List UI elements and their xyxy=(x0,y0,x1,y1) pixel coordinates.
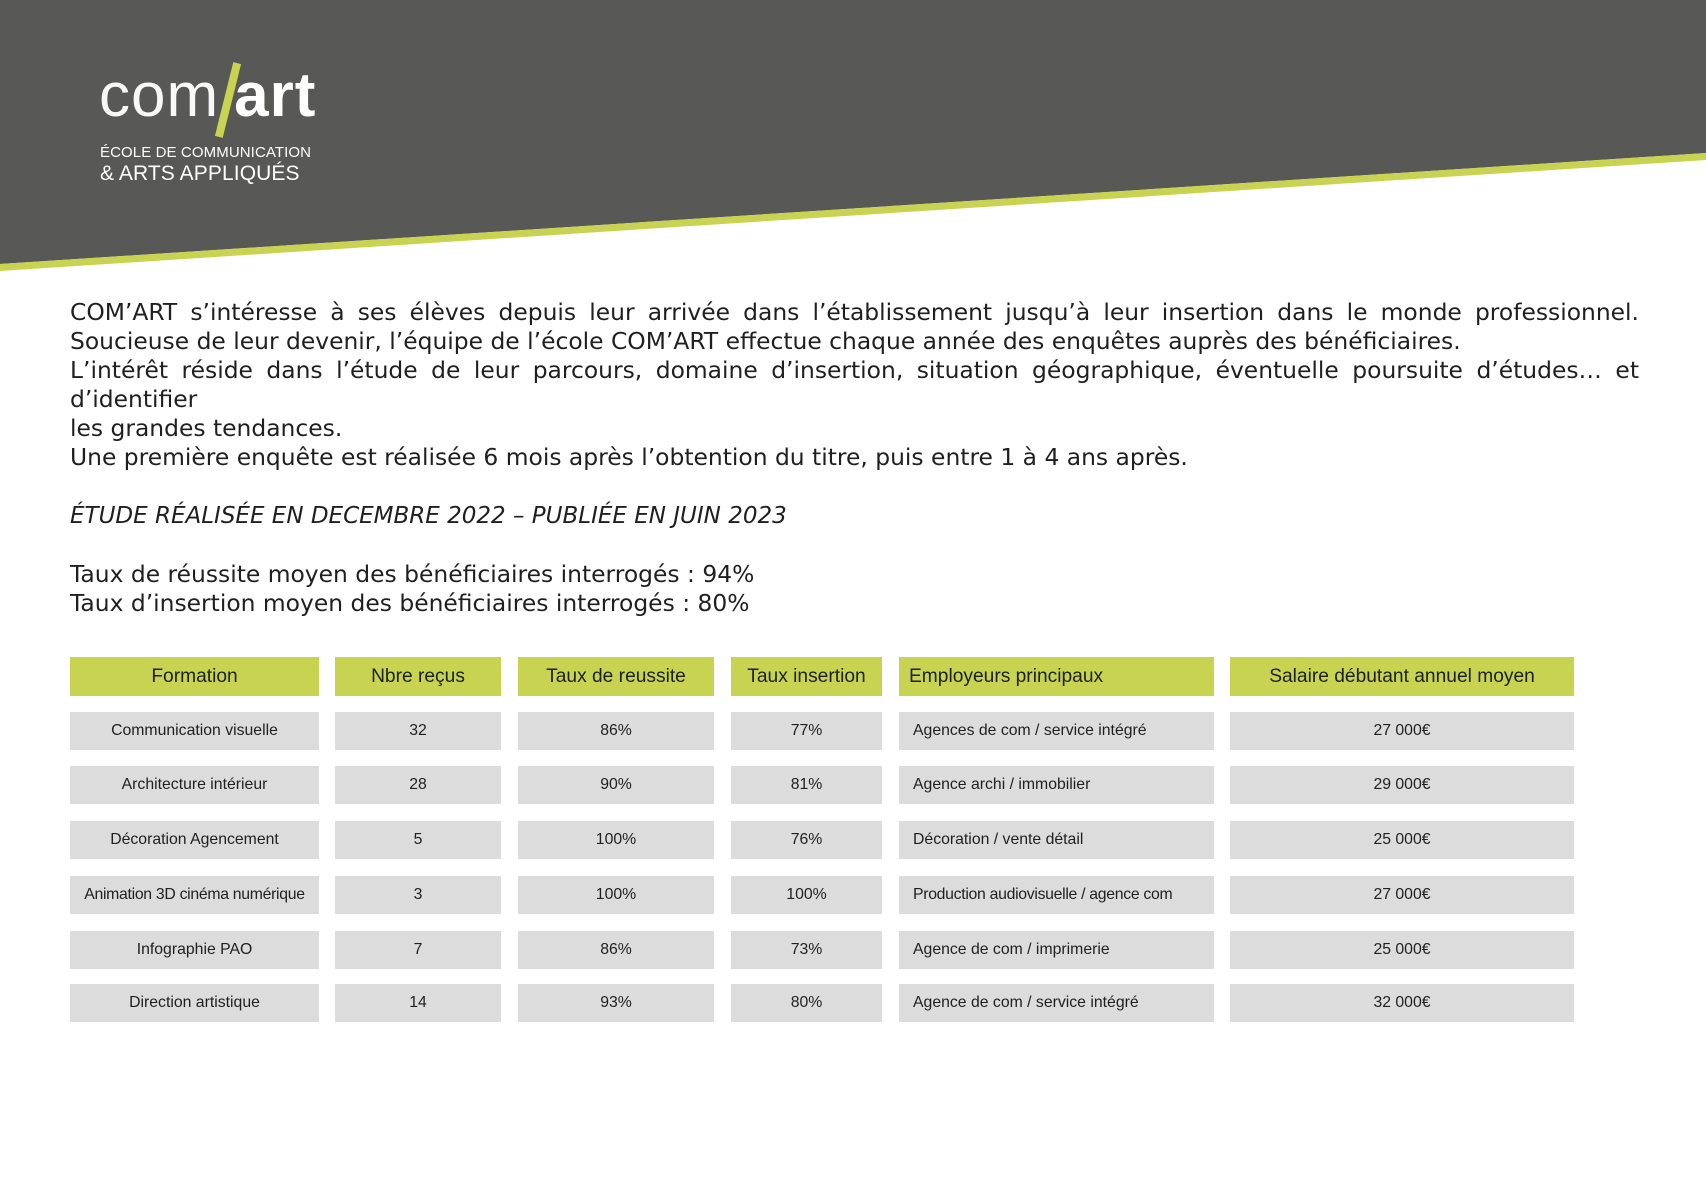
cell-nbre-recus: 28 xyxy=(335,766,501,804)
header-salaire: Salaire débutant annuel moyen xyxy=(1230,657,1574,696)
cell-nbre-recus: 5 xyxy=(335,821,501,859)
cell-formation: Direction artistique xyxy=(70,984,319,1022)
cell-taux-reussite: 100% xyxy=(518,876,714,914)
intro-line-3: L’intérêt réside dans l’étude de leur parcours, domaine d’insertion, situation géographique, éventuelle poursuite d’études… et d’identifier xyxy=(70,356,1639,413)
header-nbre-recus: Nbre reçus xyxy=(335,657,501,696)
cell-taux-insertion: 77% xyxy=(731,712,882,750)
logo-com-text: com xyxy=(99,61,220,130)
cell-salaire: 27 000€ xyxy=(1230,712,1574,750)
comart-logo xyxy=(99,56,319,188)
cell-taux-reussite: 90% xyxy=(518,766,714,804)
cell-salaire: 25 000€ xyxy=(1230,821,1574,859)
cell-employeurs: Agence de com / service intégré xyxy=(899,984,1214,1022)
cell-employeurs: Agence archi / immobilier xyxy=(899,766,1214,804)
header-formation: Formation xyxy=(70,657,319,696)
logo-subtitle-line1: ÉCOLE DE COMMUNICATION xyxy=(100,144,312,161)
cell-taux-insertion: 80% xyxy=(731,984,882,1022)
study-title: ÉTUDE RÉALISÉE EN DECEMBRE 2022 – PUBLIÉE EN JUIN 2023 xyxy=(70,503,787,529)
cell-employeurs: Production audiovisuelle / agence com xyxy=(899,876,1214,914)
cell-taux-insertion: 76% xyxy=(731,821,882,859)
cell-formation: Communication visuelle xyxy=(70,712,319,750)
success-rate: Taux de réussite moyen des bénéficiaires interrogés : 94% xyxy=(70,560,755,588)
intro-line-2: Soucieuse de leur devenir, l’équipe de l’école COM’ART effectue chaque année des enquêtes auprès des bénéficiaires. xyxy=(70,327,1461,355)
cell-nbre-recus: 32 xyxy=(335,712,501,750)
cell-salaire: 27 000€ xyxy=(1230,876,1574,914)
cell-taux-reussite: 86% xyxy=(518,931,714,969)
cell-nbre-recus: 3 xyxy=(335,876,501,914)
logo-wordmark xyxy=(99,56,316,136)
rates-block xyxy=(70,560,1639,618)
cell-taux-insertion: 73% xyxy=(731,931,882,969)
main-content xyxy=(70,298,1639,618)
cell-salaire: 29 000€ xyxy=(1230,766,1574,804)
cell-taux-reussite: 100% xyxy=(518,821,714,859)
intro-line-4: les grandes tendances. xyxy=(70,414,343,442)
cell-salaire: 32 000€ xyxy=(1230,984,1574,1022)
intro-paragraph xyxy=(70,298,1639,472)
cell-taux-insertion: 81% xyxy=(731,766,882,804)
insertion-rate: Taux d’insertion moyen des bénéficiaires interrogés : 80% xyxy=(70,589,750,617)
cell-taux-reussite: 86% xyxy=(518,712,714,750)
intro-line-5: Une première enquête est réalisée 6 mois après l’obtention du titre, puis entre 1 à 4 ans après. xyxy=(70,443,1188,471)
header-taux-reussite: Taux de reussite xyxy=(518,657,714,696)
cell-formation: Décoration Agencement xyxy=(70,821,319,859)
cell-employeurs: Agence de com / imprimerie xyxy=(899,931,1214,969)
cell-salaire: 25 000€ xyxy=(1230,931,1574,969)
cell-formation: Infographie PAO xyxy=(70,931,319,969)
cell-employeurs: Décoration / vente détail xyxy=(899,821,1214,859)
results-table xyxy=(70,657,1576,1037)
header-employeurs: Employeurs principaux xyxy=(899,657,1214,696)
cell-formation: Animation 3D cinéma numérique xyxy=(70,876,319,914)
cell-formation: Architecture intérieur xyxy=(70,766,319,804)
header-taux-insertion: Taux insertion xyxy=(731,657,882,696)
cell-taux-insertion: 100% xyxy=(731,876,882,914)
logo-art-text: art xyxy=(234,61,317,130)
cell-employeurs: Agences de com / service intégré xyxy=(899,712,1214,750)
intro-line-1: COM’ART s’intéresse à ses élèves depuis leur arrivée dans l’établissement jusqu’à leur insertion dans le monde professionnel. xyxy=(70,298,1639,326)
cell-taux-reussite: 93% xyxy=(518,984,714,1022)
cell-nbre-recus: 14 xyxy=(335,984,501,1022)
cell-nbre-recus: 7 xyxy=(335,931,501,969)
logo-subtitle-line2: & ARTS APPLIQUÉS xyxy=(100,162,300,185)
